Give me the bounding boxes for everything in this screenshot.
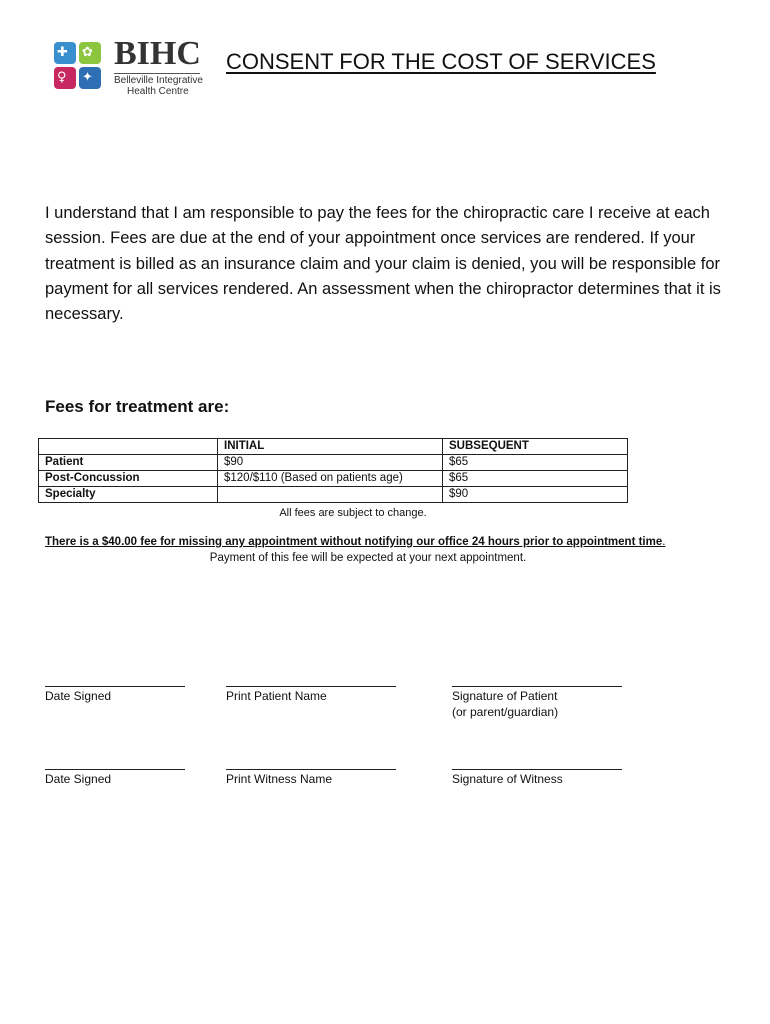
patient-name-label: Print Patient Name [226,689,327,703]
patient-signature-line[interactable] [452,686,622,687]
table-header-cell: SUBSEQUENT [443,439,628,455]
witness-signature-line[interactable] [452,769,622,770]
penalty-period: . [662,536,666,548]
fees-change-note: All fees are subject to change. [279,507,427,519]
logo-subtitle-line1: Belleville Integrative [114,75,203,86]
penalty-text: There is a $40.00 fee for missing any appointment without notifying our office 24 hours prior to appointment time [45,536,663,548]
medical-cross-icon: ✚ [54,42,76,64]
star-icon: ✦ [79,67,101,89]
subsequent-fee: $65 [443,471,628,487]
witness-date-line[interactable] [45,769,185,770]
initial-fee: $120/$110 (Based on patients age) [218,471,443,487]
consent-paragraph: I understand that I am responsible to pay the fees for the chiropractic care I receive at each session. Fees are due at the end of your appointment once services are rendered. If your treatment is billed as an insurance claim and your claim is denied, you will be responsible for payment for all services rendered. An assessment when the chiropractor determines that it is necessary. [45,204,721,324]
figure-icon: ♀ [54,67,76,89]
table-header-cell: INITIAL [218,439,443,455]
patient-name-line[interactable] [226,686,396,687]
row-label: Post-Concussion [39,471,218,487]
flower-icon: ✿ [79,42,101,64]
fees-table [38,438,628,503]
subsequent-fee: $90 [443,487,628,503]
table-row [39,455,628,471]
logo-mark [54,42,104,92]
witness-signature-label: Signature of Witness [452,772,563,786]
table-row [39,471,628,487]
missed-appointment-fee-notice [45,536,665,548]
witness-name-label: Print Witness Name [226,772,333,786]
date-signed-line[interactable] [45,686,185,687]
witness-name-line[interactable] [226,769,396,770]
document-title: CONSENT FOR THE COST OF SERVICES [226,49,656,74]
date-signed-label: Date Signed [45,689,112,703]
guardian-note: (or parent/guardian) [452,705,559,719]
fees-heading: Fees for treatment are: [45,397,230,416]
table-header-row [39,439,628,455]
patient-signature-label: Signature of Patient [452,689,558,703]
witness-date-label: Date Signed [45,772,112,786]
row-label: Specialty [39,487,218,503]
initial-fee: $90 [218,455,443,471]
subsequent-fee: $65 [443,455,628,471]
payment-note: Payment of this fee will be expected at your next appointment. [209,552,527,564]
logo-subtitle-line2: Health Centre [127,86,189,97]
initial-fee [218,487,443,503]
row-label: Patient [39,455,218,471]
logo-divider [114,73,200,74]
table-row [39,487,628,503]
table-header-cell [39,439,218,455]
clinic-logo [54,35,204,98]
logo-abbreviation: BIHC [114,35,201,72]
